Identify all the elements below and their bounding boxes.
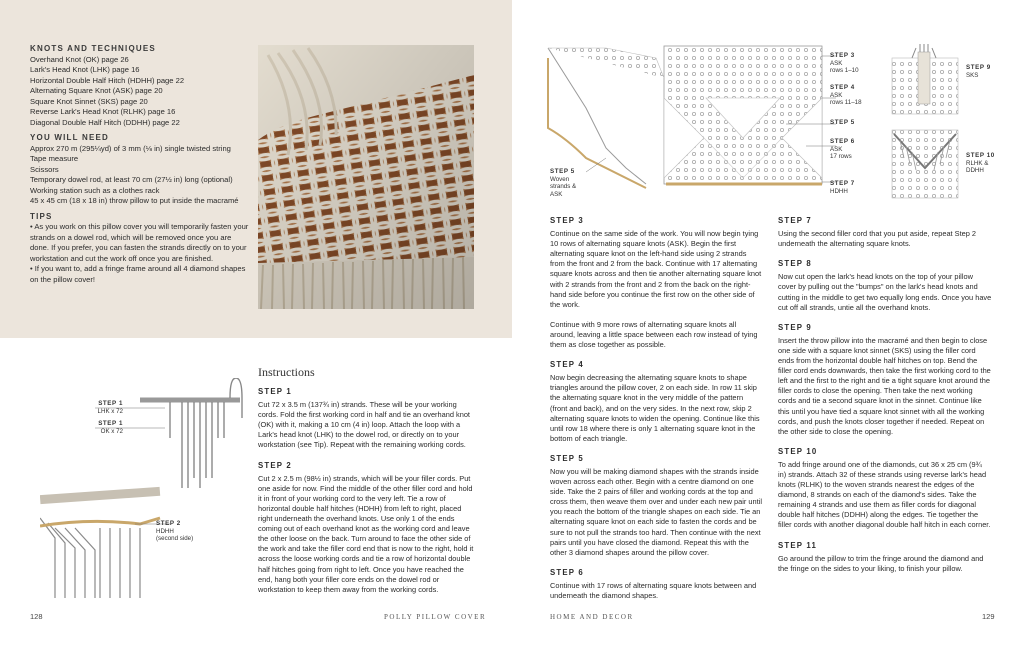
running-head-left: POLLY PILLOW COVER xyxy=(384,613,487,621)
diagram-label-line: 17 rows xyxy=(830,153,852,161)
diagram-label-line: ASK xyxy=(830,91,843,99)
step-text: Now you will be making diamond shapes with the strands inside woven across each other. Begin with a centre diamond on one side. Take the 2 pairs of filler and working cords at the top and cross them, then weave them over and under each new pair until you reach the bottom of the triangle shapes on each side. Tie an alternating square knot on each side to fasten the cords and be sure to not pull the strands too hard. Then continue with the next pairs until you have closed the diamond. Repeat this with the other 3 diamond shapes around the pillow cover. xyxy=(550,466,762,557)
diagram-label-line: HDHH xyxy=(156,527,174,535)
label-s7 xyxy=(830,180,855,195)
label-s6 xyxy=(830,138,855,161)
diagram-label-line: LHK x 72 xyxy=(97,407,123,415)
step-text: Now cut open the lark's head knots on the top of your pillow cover by pulling out the "bumps" on the lark's head knots and cutting in the middle to get two equally long ends. Once you have cut off all strands, untie all the overhand knots. xyxy=(778,272,992,312)
diagram-label-line: STEP 2 xyxy=(156,520,181,527)
diagram-label-line: STEP 1 xyxy=(98,400,123,407)
knots-heading: KNOTS AND TECHNIQUES xyxy=(30,44,156,53)
need-item: Working station such as a clothes rack xyxy=(30,185,160,195)
right-col2 xyxy=(778,216,992,584)
need-item: Tape measure xyxy=(30,154,79,163)
knot-item: Diagonal Double Half Hitch (DDHH) page 22 xyxy=(30,117,180,127)
step-title: STEP 3 xyxy=(550,216,584,225)
knot-item: Square Knot Sinnet (SKS) page 20 xyxy=(30,96,148,106)
diagram-label-line: STEP 7 xyxy=(830,180,855,187)
step-text: Continue with 17 rows of alternating square knots between and underneath the diamond shapes. xyxy=(550,580,757,600)
knot-item: Alternating Square Knot (ASK) page 20 xyxy=(30,86,163,95)
diagram-label-line: ASK xyxy=(550,190,563,198)
label-step1-lhk xyxy=(97,400,123,415)
diagram-label-line: STEP 1 xyxy=(98,420,123,427)
pattern-diagram xyxy=(546,38,846,208)
step-text: Continue with 9 more rows of alternating square knots all around, leaving a little space between each row instead of tying them as close together as possible. xyxy=(550,319,758,350)
step-title: STEP 5 xyxy=(550,453,584,463)
need-heading: YOU WILL NEED xyxy=(30,133,110,142)
diagram-label-line: rows 11–18 xyxy=(830,99,862,107)
folio-left: 128 xyxy=(30,612,43,621)
knots-list xyxy=(30,55,252,129)
step-title: STEP 2 xyxy=(258,460,292,470)
need-item: Scissors xyxy=(30,164,59,174)
diagram-label-line: STEP 4 xyxy=(830,84,855,91)
tip-item: • If you want to, add a fringe frame around all 4 diamond shapes on the pillow cover! xyxy=(30,264,246,284)
knot-item: Overhand Knot (OK) page 26 xyxy=(30,54,129,64)
step-text: Cut 2 x 2.5 m (98½ in) strands, which will be your filler cords. Put one aside for now. Find the middle of the other filler cord and hold it in front of your working cord to the very left. Tie a row of horizontal double half hitches (HDHH) from left to right, placed right underneath the overhand knots. Use only 1 of the ends coming out of each overhand knot as the working cord and leave the other loose on the back. Turn around to face the other side of the work and take the filler cord end that is now to the right, hold it across the loose working cords and tie a row of horizontal double half hitches going from right to left. Once you have reached the end, hang both your filler core ends on the dowel rod or workstation to keep them away from the working cords. xyxy=(258,473,474,594)
knot-item: Lark's Head Knot (LHK) page 16 xyxy=(30,65,140,74)
sks-diagram xyxy=(890,44,960,116)
diagram-label-line: STEP 5 xyxy=(550,168,575,175)
diagram-label-line: HDHH xyxy=(830,187,848,195)
step-title: STEP 11 xyxy=(778,540,818,550)
label-s5 xyxy=(830,119,855,127)
need-item: Approx 270 m (295¼yd) of 3 mm (⅛ in) single twisted string xyxy=(30,143,231,153)
label-s5b xyxy=(550,168,576,198)
diagram-label-line: Woven xyxy=(550,175,570,183)
label-s4 xyxy=(830,84,862,107)
instructions-heading: Instructions xyxy=(258,365,315,379)
diagram-label-line: STEP 3 xyxy=(830,52,855,59)
knot-item: Reverse Lark's Head Knot (RLHK) page 16 xyxy=(30,107,176,116)
step-title: STEP 1 xyxy=(258,387,292,396)
tips-heading: TIPS xyxy=(30,211,53,221)
step-title: STEP 9 xyxy=(778,322,812,332)
step-text: Go around the pillow to trim the fringe around the diamond and the fringe on the sides to your liking, to finish your pillow. xyxy=(778,553,984,573)
tips-list xyxy=(30,222,252,285)
knot-item: Horizontal Double Half Hitch (HDHH) page 22 xyxy=(30,75,185,85)
diagram-label-line: strands & xyxy=(550,183,577,191)
step-text: Using the second filler cord that you put aside, repeat Step 2 underneath the alternating square knots. xyxy=(778,229,977,249)
left-steps xyxy=(258,387,476,605)
running-head-right: HOME AND DECOR xyxy=(550,613,634,621)
step-text: Continue on the same side of the work. You will now begin tying 10 rows of alternating square knots (ASK). Begin the first alternating square knot on the left-hand side using 2 strands from the front and 2 from the back. Continue with 17 alternating square knots across and then tie another alternating square knot with 2 strands from the front and 2 from the back on the right-hand side before you continue the first row on the other side of the work. xyxy=(550,229,762,309)
diagram-label-line: STEP 5 xyxy=(830,119,855,126)
step-title: STEP 4 xyxy=(550,360,584,370)
step-text: Insert the throw pillow into the macramé and then begin to close one side with a square knot sinnet (SKS) using the filler cord ends from the horizontal double half hitches on top. Bend the filler cord ends downwards, then take the first working cord to the left and the first to the right and tie a tight square knot around the filler cords to close the opening. Then take the next working cords and tie a second square knot in the sinnet. Continue like this until you have tied a square knot sinnet with all the working cords, and push the knots closer together if needed. Repeat on the other side to close the opening. xyxy=(778,335,991,436)
step-text: To add fringe around one of the diamonds, cut 36 x 25 cm (9¾ in) strands. Attach 32 of these strands using reverse lark's head knots (RLHK) to the woven strands nearest the edges of the diamond, 8 strands on each of the diamond's sides. Take the remaining 4 strands and use them as filler cords for diagonal double half hitches (DDHH) along the edges. Tie together the filler cords with another diagonal double half hitch in each corner. xyxy=(778,459,991,530)
folio-right: 129 xyxy=(982,612,995,621)
right-page xyxy=(512,0,1024,645)
step-title: STEP 8 xyxy=(778,259,812,269)
step-text: Now begin decreasing the alternating square knots to shape triangles around the pillow cover, 2 on each side. In row 11 skip the alternating square knot in the very middle of the pattern (front and back), and on the very sides. In the next row, skip 2 alternating square knots to widen the opening. Continue like this until row 18 where there is only 1 alternating square knot in the bottom of each triangle. xyxy=(550,373,760,443)
step-title: STEP 7 xyxy=(778,216,812,225)
label-step1-ok xyxy=(97,420,123,435)
need-item: Temporary dowel rod, at least 70 cm (27½ in) long (optional) xyxy=(30,175,233,184)
tip-item: • As you work on this pillow cover you will temporarily fasten your strands on a dowel rod, which will be removed once you are done. If you prefer, you can fasten the strands directly on to your workstation and cut the work off once you are finished. xyxy=(30,222,249,263)
right-col1 xyxy=(550,216,762,611)
diagram-label-line: STEP 9 xyxy=(966,64,991,71)
diagram-label-line: ASK xyxy=(830,59,843,67)
label-s10 xyxy=(966,152,995,175)
need-item: 45 x 45 cm (18 x 18 in) throw pillow to put inside the macramé xyxy=(30,196,239,205)
diagram-label-line: ASK xyxy=(830,145,843,153)
step-diagram xyxy=(40,378,250,610)
diagram-label-line: OK x 72 xyxy=(100,427,123,435)
diagram-label-line: RLHK & xyxy=(966,159,989,167)
label-s3 xyxy=(830,52,859,75)
diagram-label-line: (second side) xyxy=(156,535,194,543)
step-title: STEP 10 xyxy=(778,446,818,456)
label-step2 xyxy=(156,520,193,543)
materials-block xyxy=(30,44,252,285)
diagram-label-line: SKS xyxy=(966,71,979,79)
diagram-label-line: rows 1–10 xyxy=(830,67,859,75)
diagram-label-line: STEP 10 xyxy=(966,152,995,159)
step-title: STEP 6 xyxy=(550,567,584,577)
diagram-label-line: DDHH xyxy=(966,167,984,175)
label-s9 xyxy=(966,64,991,79)
pillow-photo xyxy=(258,45,474,309)
need-list xyxy=(30,144,252,207)
rlhk-diagram xyxy=(890,128,960,200)
step-text: Cut 72 x 3.5 m (137¾ in) strands. These will be your working cords. Fold the first working cord in half and tie an overhand knot (OK) with it, making a 10 cm (4 in) loop. Attach the loop with a Lark's head knot (LHK) to the dowel rod, or directly on to your workstation (see Tip). Repeat with the remaining working cords. xyxy=(258,400,470,450)
diagram-label-line: STEP 6 xyxy=(830,138,855,145)
